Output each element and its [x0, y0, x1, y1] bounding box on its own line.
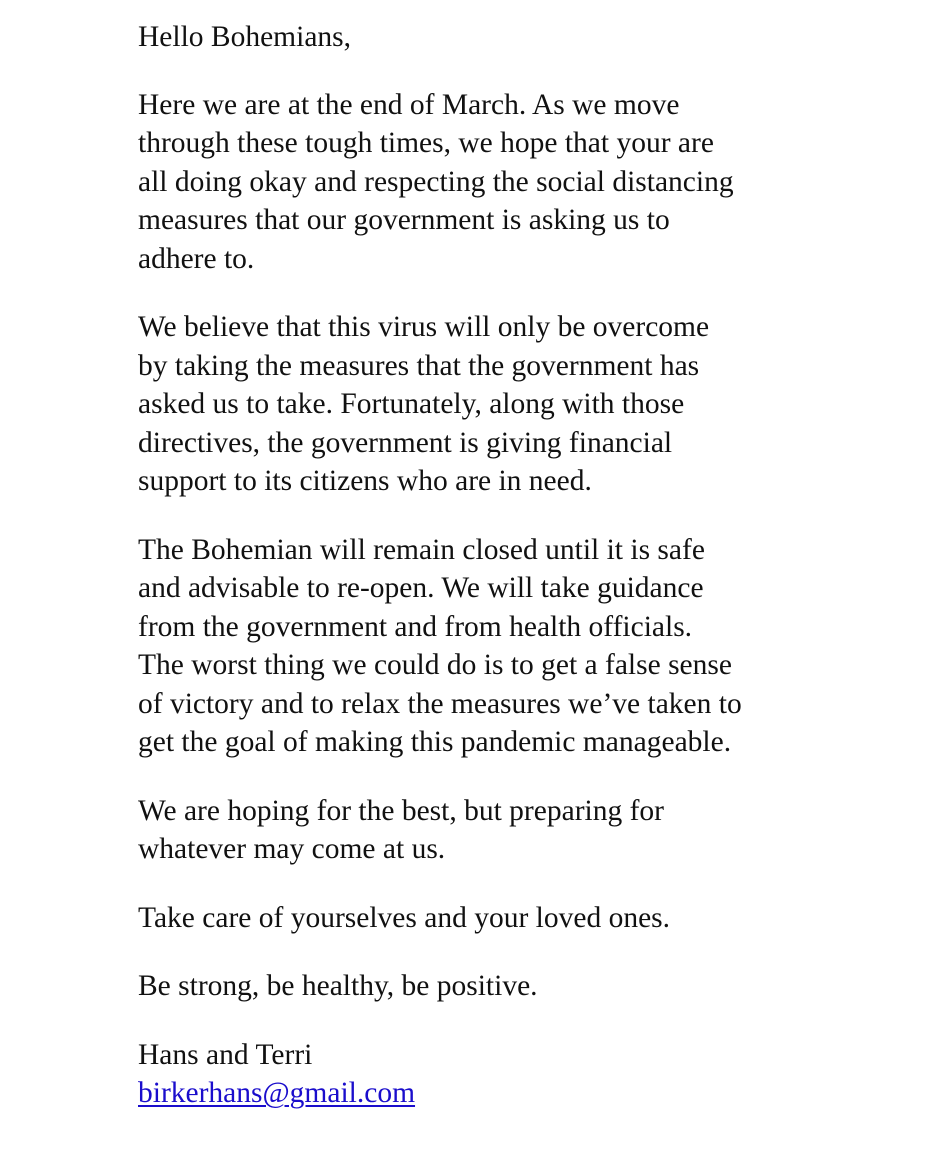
greeting: Hello Bohemians, — [138, 21, 352, 53]
paragraph-hoping — [138, 792, 818, 869]
paragraph-line: all doing okay and respecting the social distancing — [138, 165, 734, 198]
paragraph-end-of-march — [138, 86, 818, 279]
paragraph-virus — [138, 308, 818, 501]
paragraph-line: of victory and to relax the measures we’ve taken to — [138, 687, 742, 720]
paragraph-line: through these tough times, we hope that your are — [138, 127, 714, 159]
paragraph-line: The worst thing we could do is to get a false sense — [138, 649, 732, 681]
paragraph-line: get the goal of making this pandemic manageable. — [138, 726, 732, 758]
email-link[interactable]: birkerhans@gmail.com — [138, 1077, 416, 1109]
paragraph-line: whatever may come at us. — [138, 833, 446, 865]
paragraph-closed — [138, 531, 818, 762]
signature-block — [138, 1036, 818, 1113]
paragraph-line: from the government and from health officials. — [138, 610, 693, 643]
paragraph-line: directives, the government is giving financial — [138, 426, 673, 459]
letter-body — [138, 18, 818, 1113]
paragraph-line: We believe that this virus will only be overcome — [138, 311, 710, 343]
paragraph-line: adhere to. — [138, 242, 255, 275]
paragraph-be-strong — [138, 967, 818, 1006]
paragraph-line: Take care of yourselves and your loved ones. — [138, 901, 671, 934]
paragraph-line: support to its citizens who are in need. — [138, 465, 592, 497]
paragraph-line: asked us to take. Fortunately, along with those — [138, 388, 685, 420]
paragraph-line: We are hoping for the best, but preparing for — [138, 794, 664, 827]
paragraph-line: by taking the measures that the government has — [138, 349, 700, 382]
paragraph-line: Here we are at the end of March. As we move — [138, 88, 680, 121]
paragraph-line: The Bohemian will remain closed until it is safe — [138, 533, 705, 566]
paragraph-line: Be strong, be healthy, be positive. — [138, 970, 538, 1002]
signature-name: Hans and Terri — [138, 1038, 313, 1071]
paragraph-line: measures that our government is asking us to — [138, 204, 670, 236]
paragraph-line: and advisable to re-open. We will take guidance — [138, 572, 704, 604]
paragraph-take-care — [138, 899, 818, 938]
